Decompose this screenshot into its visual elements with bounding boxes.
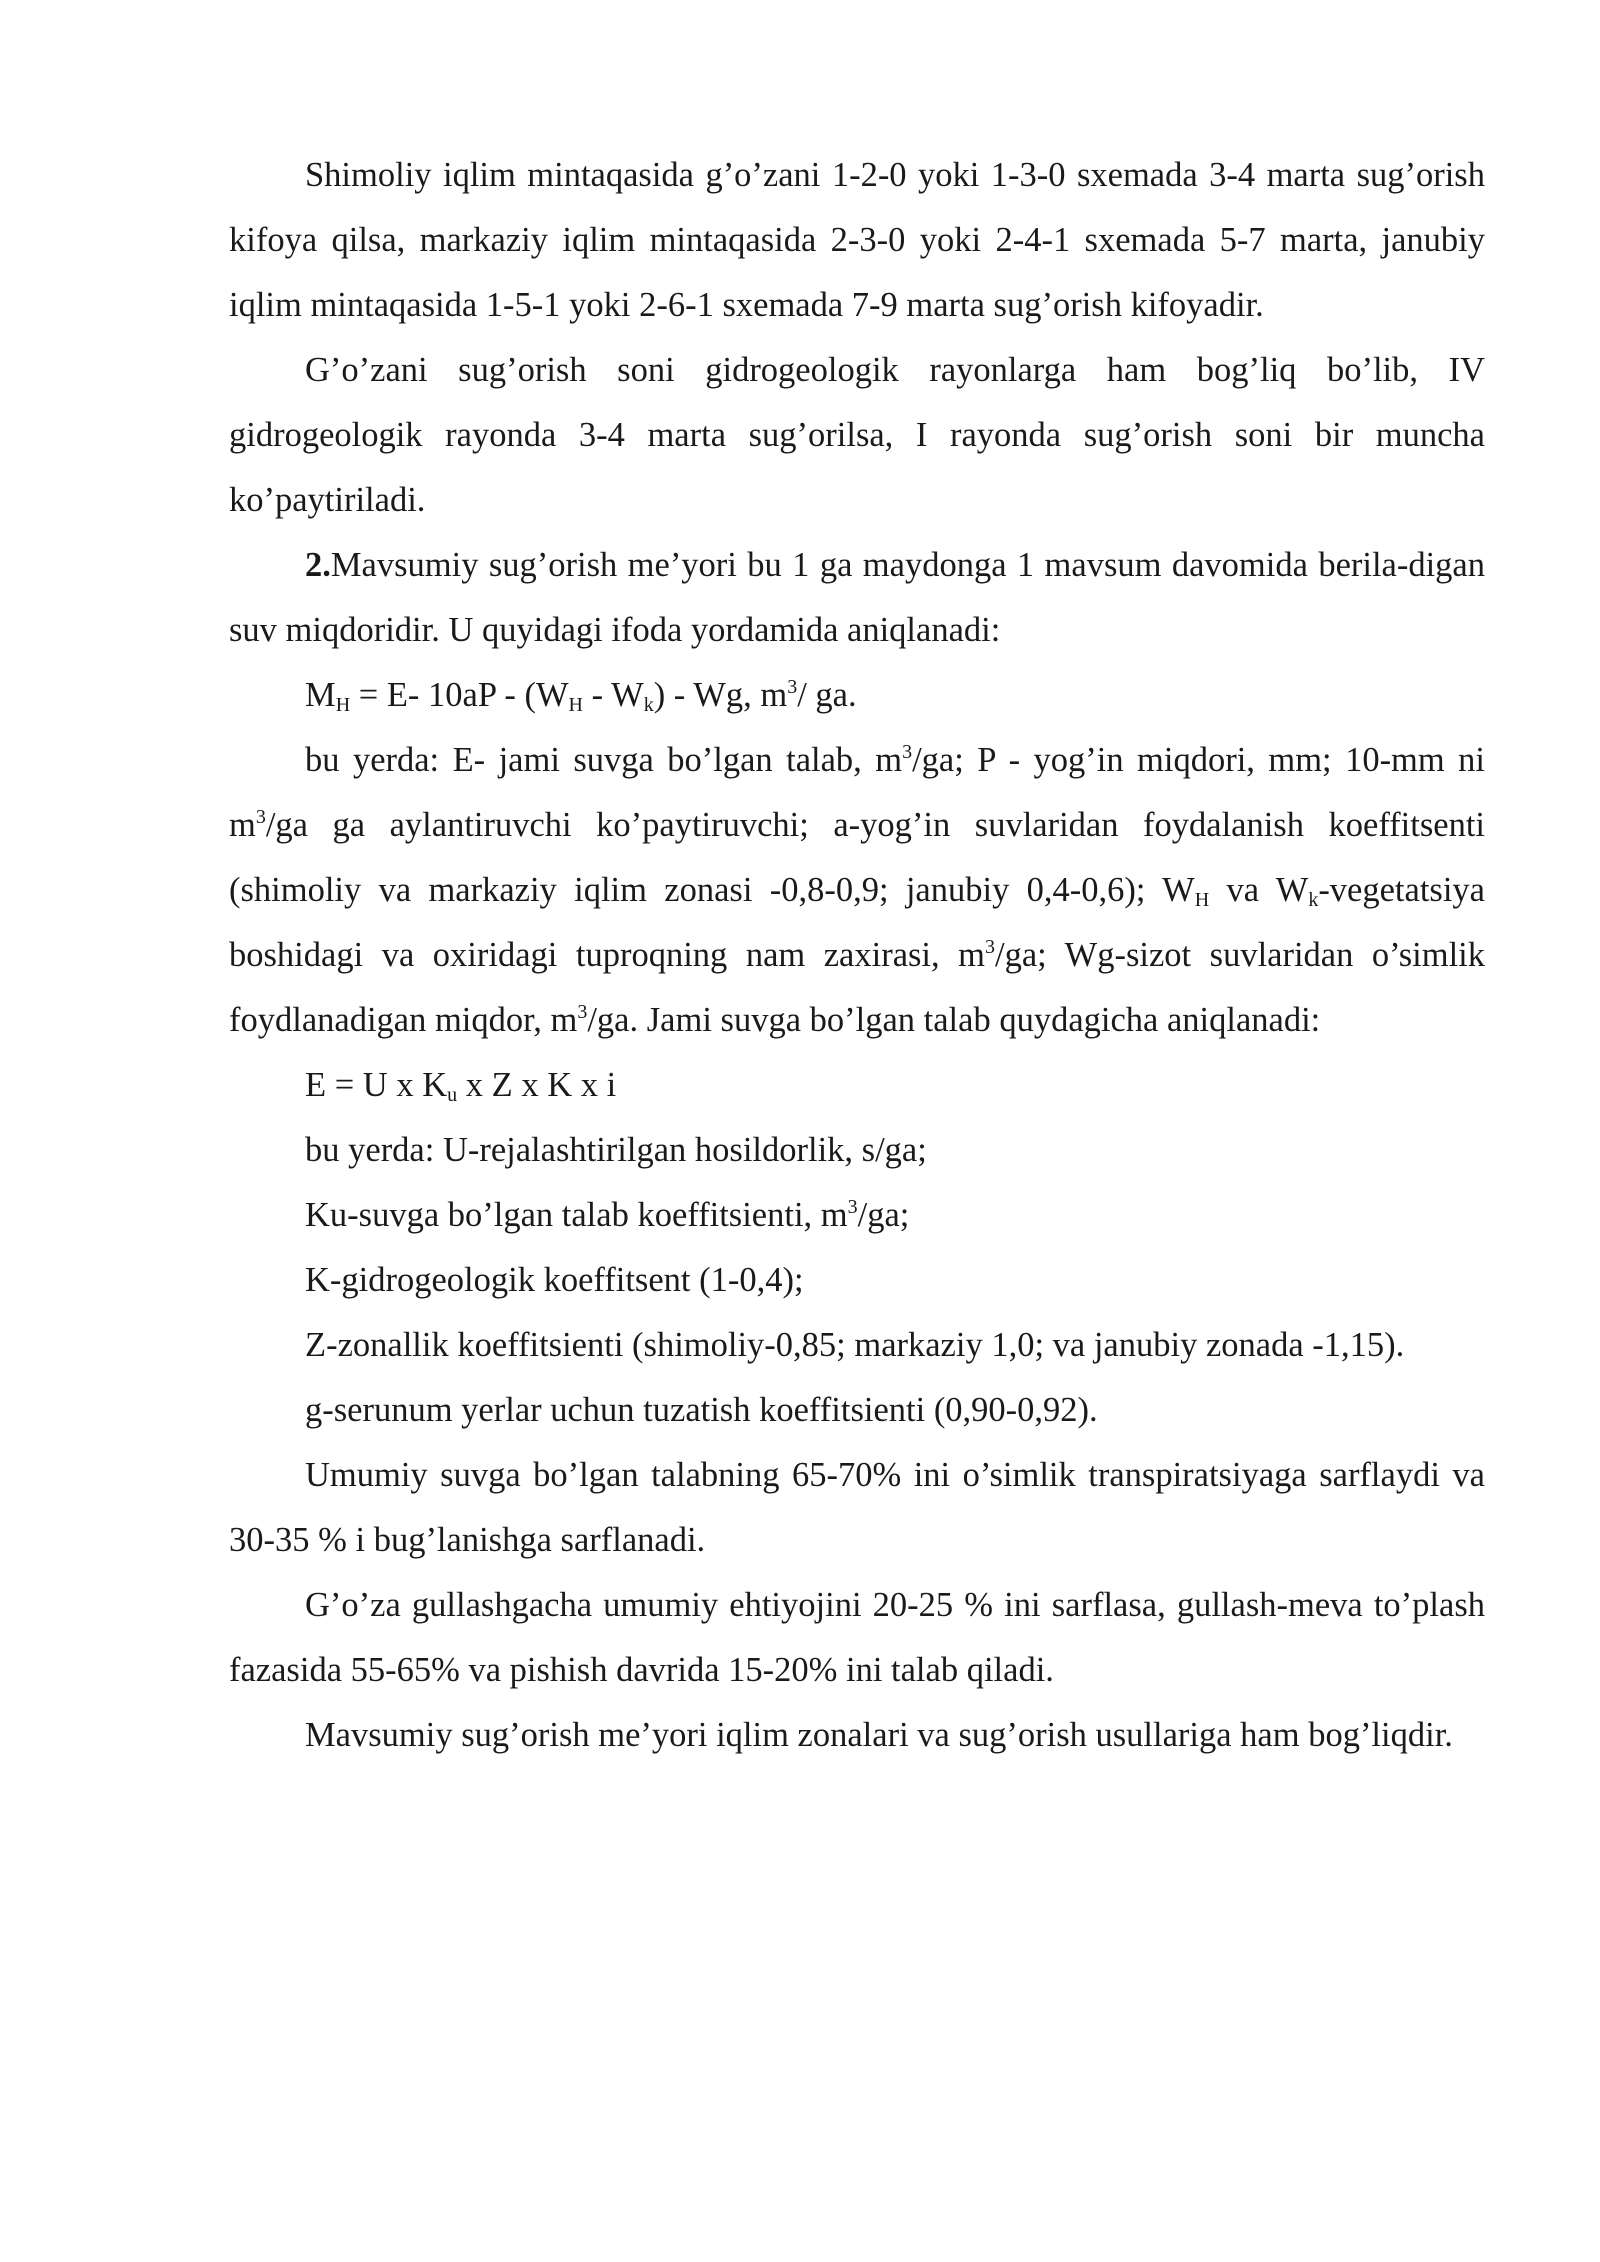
- legend-part: /ga; P - yog’in miqdori, mm; 10-mm ni m: [229, 741, 1486, 844]
- paragraph-yield-definition: bu yerda: U-rejalashtirilgan hosildorlik, s/ga;: [305, 1131, 927, 1169]
- formula-part: - W: [583, 676, 644, 714]
- paragraph-k-definition: K-gidrogeologik koeffitsent (1-0,4);: [305, 1261, 804, 1299]
- formula-part: E = U x K: [305, 1066, 448, 1104]
- paragraph-seasonal-norm: [229, 533, 1485, 663]
- legend-superscript: 3: [255, 806, 266, 828]
- definition-part: Ku-suvga bo’lgan talab koeffitsienti, m: [305, 1196, 848, 1234]
- paragraph-seasonal-norm-text: Mavsumiy sug’orish me’yori bu 1 ga maydonga 1 mavsum davomida berila-digan suv miqdoridir. U quyidagi ifoda yordamida aniqlanadi:: [229, 546, 1485, 649]
- formula-subscript: H: [335, 694, 351, 716]
- formula-subscript: H: [568, 694, 583, 716]
- paragraph-transpiration: Umumiy suvga bo’lgan talabning 65-70% ini o’simlik transpiratsiyaga sarflaydi va 30-35 % i bug’lanishga sarflanadi.: [229, 1456, 1485, 1559]
- legend-superscript: 3: [902, 741, 913, 763]
- paragraph-ku-definition: [229, 1183, 1485, 1248]
- legend-subscript: H: [1194, 889, 1210, 911]
- paragraph-hydrogeological-regions: G’o’zani sug’orish soni gidrogeologik rayonlarga ham bog’liq bo’lib, IV gidrogeologik rayonda 3-4 marta sug’orilsa, I rayonda sug’orish soni bir muncha ko’paytiriladi.: [229, 351, 1485, 519]
- legend-part: va W: [1209, 871, 1309, 909]
- definition-part: /ga;: [857, 1196, 910, 1234]
- formula-part: M: [305, 676, 336, 714]
- formula-seasonal-norm: [229, 663, 1485, 728]
- formula-part: / ga.: [797, 676, 857, 714]
- formula-subscript: u: [447, 1084, 458, 1106]
- definition-superscript: 3: [847, 1196, 858, 1218]
- paragraph-z-definition: Z-zonallik koeffitsienti (shimoliy-0,85; markaziy 1,0; va janubiy zonada -1,15).: [305, 1326, 1405, 1364]
- paragraph-cotton-phases: G’o’za gullashgacha umumiy ehtiyojini 20-25 % ini sarflasa, gullash-meva to’plash fazasida 55-65% va pishish davrida 15-20% ini talab qiladi.: [229, 1586, 1485, 1689]
- legend-part: /ga ga aylantiruvchi ko’paytiruvchi; a-yog’in suvlaridan foydalanish koeffitsenti (shimoliy va markaziy iqlim zonasi -0,8-0,9; janubiy 0,4-0,6); W: [229, 806, 1485, 909]
- legend-part: /ga; Wg-sizot suvlaridan o’simlik foydlanadigan miqdor, m: [229, 936, 1485, 1039]
- legend-part: bu yerda: E- jami suvga bo’lgan talab, m: [305, 741, 903, 779]
- formula-part: ) - Wg, m: [653, 676, 788, 714]
- formula-part: = E- 10aP - (W: [350, 676, 569, 714]
- formula-part: x Z x K x i: [457, 1066, 617, 1104]
- document-body: [229, 143, 1485, 1768]
- legend-superscript: 3: [577, 1001, 588, 1023]
- legend-subscript: k: [1308, 889, 1319, 911]
- formula-subscript: k: [643, 694, 654, 716]
- legend-part: /ga. Jami suvga bo’lgan talab quydagicha aniqlanadi:: [587, 1001, 1321, 1039]
- paragraph-northern-zone: Shimoliy iqlim mintaqasida g’o’zani 1-2-0 yoki 1-3-0 sxemada 3-4 marta sug’orish kifoya qilsa, markaziy iqlim mintaqasida 2-3-0 yoki 2-4-1 sxemada 5-7 marta, janubiy iqlim mintaqasida 1-5-1 yoki 2-6-1 sxemada 7-9 marta sug’orish kifoyadir.: [229, 156, 1485, 324]
- legend-part: -vegetatsiya boshidagi va oxiridagi tuproqning nam zaxirasi, m: [229, 871, 1485, 974]
- item-number: 2.: [305, 546, 331, 584]
- formula-superscript: 3: [787, 676, 798, 698]
- paragraph-conclusion: Mavsumiy sug’orish me’yori iqlim zonalari va sug’orish usullariga ham bog’liqdir.: [305, 1716, 1453, 1754]
- legend-superscript: 3: [985, 936, 996, 958]
- paragraph-formula-legend: [229, 728, 1485, 1053]
- paragraph-g-definition: g-serunum yerlar uchun tuzatish koeffitsienti (0,90-0,92).: [305, 1391, 1098, 1429]
- formula-total-demand: [229, 1053, 1485, 1118]
